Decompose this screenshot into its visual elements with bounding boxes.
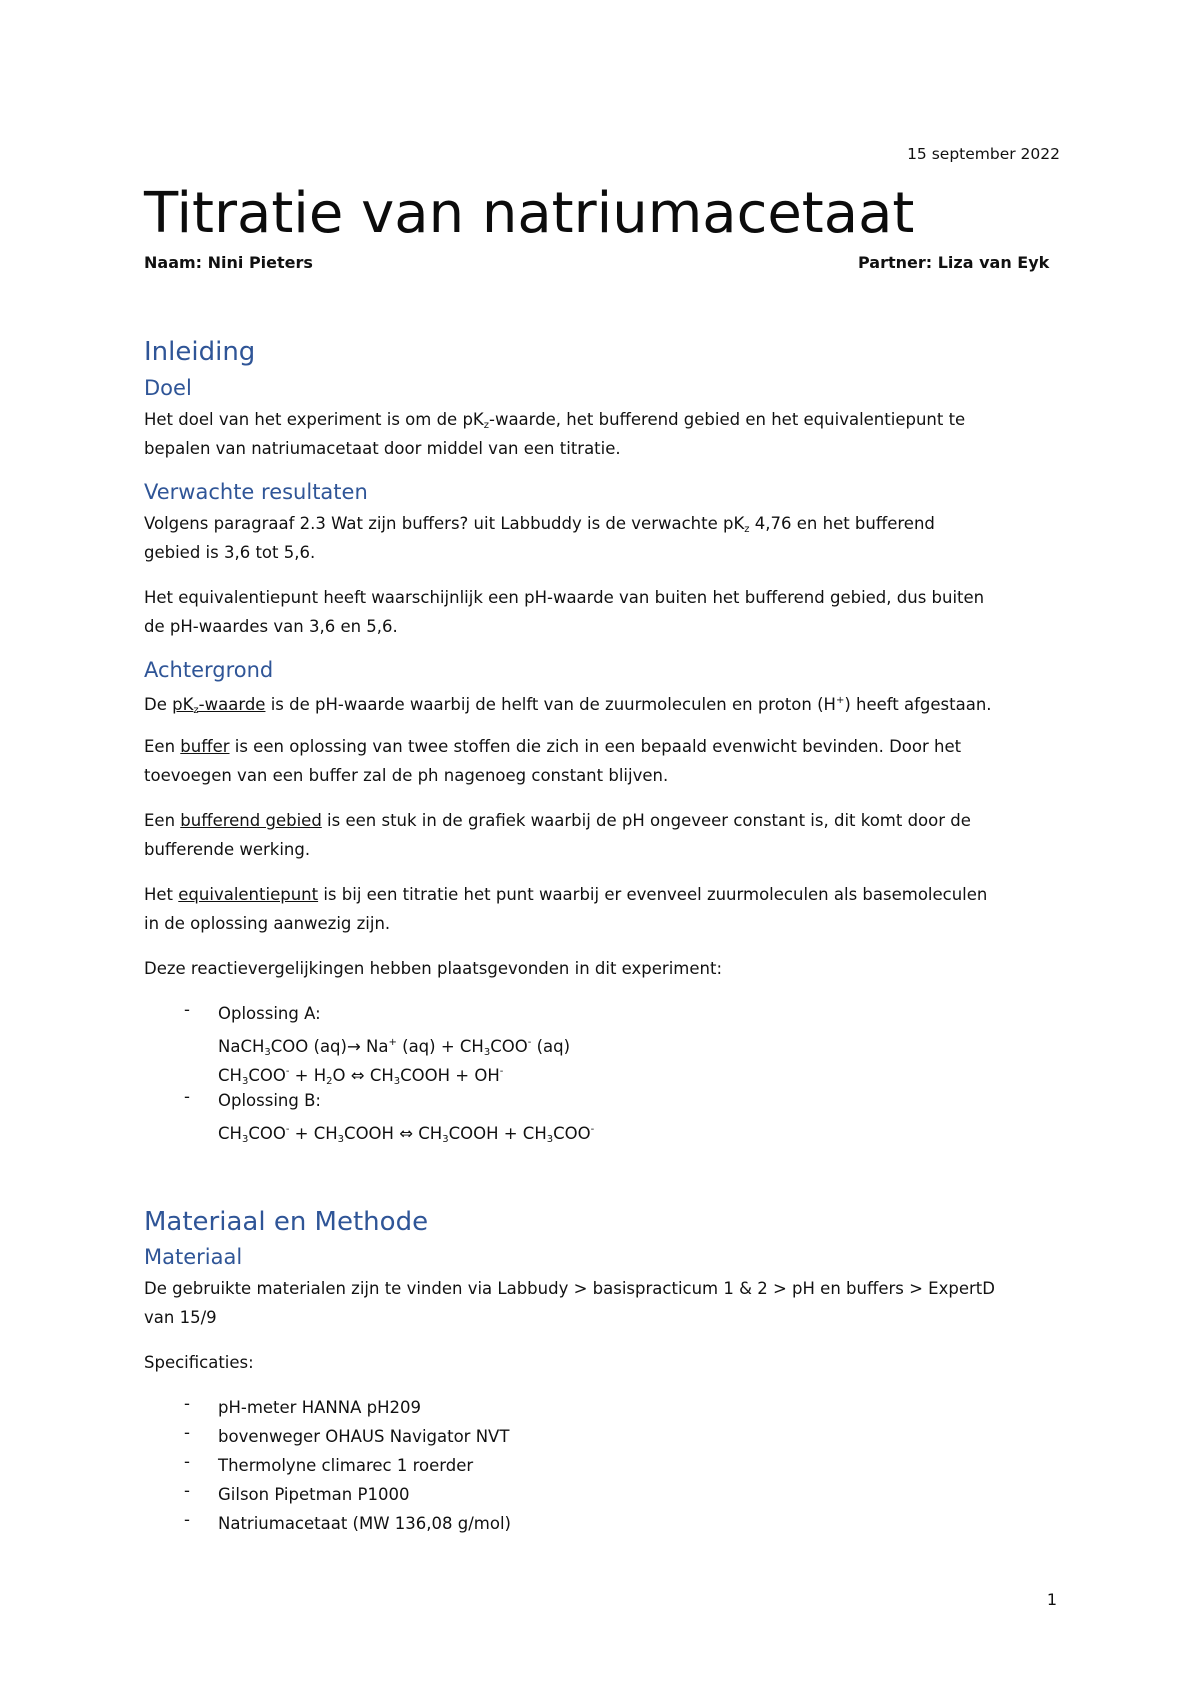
subscript-z: z (483, 420, 489, 431)
oplossing-a-label: Oplossing A: (218, 1004, 321, 1023)
subheading-materiaal: Materiaal (144, 1245, 243, 1269)
list-bullet-dash: - (184, 1000, 190, 1019)
p1-pre: De (144, 695, 173, 714)
superscript: - (285, 1124, 290, 1135)
materiaal-line-1: De gebruikte materialen zijn te vinden via Labbudy > basispracticum 1 & 2 > pH en buffers > ExpertD (144, 1279, 995, 1298)
subscript-z: z (193, 705, 199, 716)
achtergrond-p2-line-2: toevoegen van een buffer zal de ph nagenoeg constant blijven. (144, 766, 669, 785)
reaction-b-1: $CH_3COO^-$ + $CH_3COOH$ ⇔ $CH_3COOH + CH_3COO^-$ (218, 1124, 595, 1145)
subscript: 3 (546, 1134, 554, 1145)
doel-line-2: bepalen van natriumacetaat door middel van een titratie. (144, 439, 621, 458)
subscript: 3 (241, 1076, 249, 1087)
subscript: 3 (483, 1047, 491, 1058)
subscript: 3 (442, 1134, 449, 1145)
term-pkz-waarde: $pK_z$-waarde (172, 695, 266, 716)
page-number: 1 (1046, 1590, 1057, 1609)
achtergrond-p1 (144, 686, 992, 725)
subscript: 3 (393, 1076, 401, 1087)
spec-item: Thermolyne climarec 1 roerder (218, 1456, 474, 1475)
doel-text-1a: Het doel van het experiment is om de pK (144, 410, 484, 429)
verwacht-text-1a: Volgens paragraaf 2.3 Wat zijn buffers? uit Labbuddy is de verwachte pK (144, 514, 745, 533)
subscript: 3 (337, 1134, 345, 1145)
p4-post: is bij een titratie het punt waarbij er evenveel zuurmoleculen als basemoleculen (318, 885, 988, 904)
subscript-z: z (744, 524, 750, 535)
achtergrond-p2-line-1 (144, 732, 961, 761)
specificaties-label: Specificaties: (144, 1353, 254, 1372)
spec-item: Gilson Pipetman P1000 (218, 1485, 410, 1504)
achtergrond-p3-line-2: bufferende werking. (144, 840, 311, 859)
p1-post-b: ) heeft afgestaan. (844, 695, 992, 714)
spec-item: pH-meter HANNA pH209 (218, 1398, 421, 1417)
p4-pre: Het (144, 885, 179, 904)
partner-name: Partner: Liza van Eyk (858, 253, 1050, 272)
list-bullet-dash: - (184, 1510, 190, 1529)
superscript-plus: + (835, 695, 845, 706)
spec-item: bovenweger OHAUS Navigator NVT (218, 1427, 510, 1446)
subheading-doel: Doel (144, 376, 192, 400)
list-bullet-dash: - (184, 1452, 190, 1471)
p2-post: is een oplossing van twee stoffen die zich in een bepaald evenwicht bevinden. Door het (229, 737, 962, 756)
doel-text-1b: -waarde, het bufferend gebied en het equivalentiepunt te (489, 410, 966, 429)
list-bullet-dash: - (184, 1481, 190, 1500)
p2-pre: Een (144, 737, 181, 756)
verwacht-line-3: Het equivalentiepunt heeft waarschijnlijk een pH-waarde van buiten het bufferend gebied, dus buiten (144, 588, 985, 607)
materiaal-line-2: van 15/9 (144, 1308, 217, 1327)
reaction-a-1: NaCH$_3$COO (aq)→ Na+ $(aq) + CH_3COO^-$ (aq) (218, 1037, 571, 1058)
author-name: Naam: Nini Pieters (144, 253, 313, 272)
list-bullet-dash: - (184, 1394, 190, 1413)
achtergrond-p4-line-2: in de oplossing aanwezig zijn. (144, 914, 391, 933)
p1-post-a: is de pH-waarde waarbij de helft van de zuurmoleculen en proton (H (265, 695, 836, 714)
reaction-a-2: $CH_3COO^- + H_2O$ ⇔ $CH_3COOH + OH^-$ (218, 1066, 504, 1087)
achtergrond-p4-line-1 (144, 880, 987, 909)
subheading-achtergrond: Achtergrond (144, 658, 274, 682)
superscript: - (499, 1066, 504, 1077)
p3-post: is een stuk in de grafiek waarbij de pH ongeveer constant is, dit komt door de (321, 811, 971, 830)
list-bullet-dash: - (184, 1423, 190, 1442)
subscript: 2 (326, 1076, 333, 1087)
verwacht-text-1b: 4,76 en het bufferend (749, 514, 935, 533)
p3-pre: Een (144, 811, 181, 830)
subscript: 3 (241, 1134, 249, 1145)
superscript: - (590, 1124, 595, 1135)
achtergrond-p3-line-1 (144, 806, 971, 835)
document-title: Titratie van natriumacetaat (144, 181, 915, 246)
term-bufferend-gebied: bufferend gebied (180, 811, 322, 830)
spec-item: Natriumacetaat (MW 136,08 g/mol) (218, 1514, 511, 1533)
document-date: 15 september 2022 (907, 145, 1060, 163)
verwacht-line-4: de pH-waardes van 3,6 en 5,6. (144, 617, 398, 636)
oplossing-b-label: Oplossing B: (218, 1091, 321, 1110)
superscript: - (285, 1066, 290, 1077)
term-buffer: buffer (180, 737, 230, 756)
term-equivalentiepunt: equivalentiepunt (178, 885, 319, 904)
section-heading-inleiding: Inleiding (144, 337, 256, 367)
subheading-verwachte-resultaten: Verwachte resultaten (144, 480, 368, 504)
achtergrond-p5: Deze reactievergelijkingen hebben plaatsgevonden in dit experiment: (144, 959, 722, 978)
list-bullet-dash: - (184, 1087, 190, 1106)
verwacht-line-2: gebied is 3,6 tot 5,6. (144, 543, 316, 562)
superscript: + (388, 1037, 397, 1048)
superscript: - (527, 1037, 532, 1048)
subscript: 3 (264, 1047, 271, 1058)
section-heading-materiaal-en-methode: Materiaal en Methode (144, 1207, 429, 1237)
